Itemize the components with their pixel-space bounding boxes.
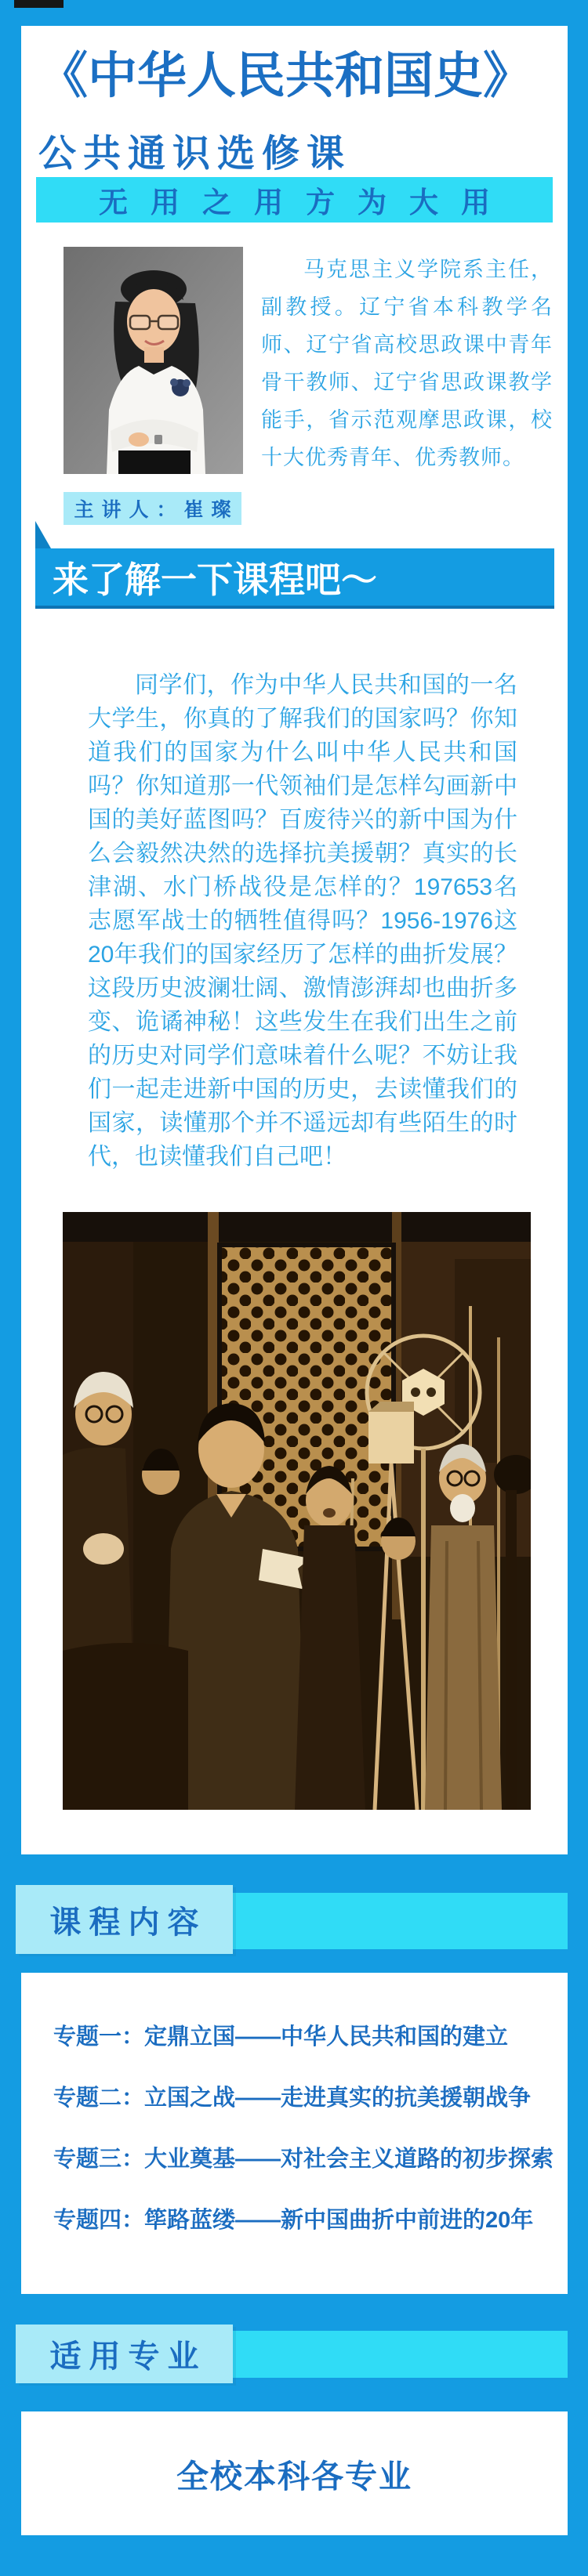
content-header-bar — [233, 1893, 568, 1949]
course-subtitle: 公共通识选修课 — [38, 133, 352, 175]
instructor-bio: 马克思主义学院系主任，副教授。辽宁省本科教学名师、辽宁省高校思政课中青年骨干教师、辽宁省思政课教学能手，省示范观摩思政课，校十大优秀青年、优秀教师。 — [261, 258, 553, 469]
intro-banner-ribbon — [35, 548, 554, 609]
majors-value: 全校本科各专业 — [176, 2458, 412, 2495]
speaker-label: 主讲人：崔璨 — [74, 499, 239, 521]
topic-list — [21, 1973, 568, 2235]
topic-item-4: 专题四：筚路蓝缕——新中国曲折中前进的20年 — [53, 2208, 534, 2233]
instructor-photo — [64, 247, 243, 474]
content-section-header — [16, 1885, 568, 1954]
topic-item-2: 专题二：立国之战——走进真实的抗美援朝战争 — [53, 2086, 532, 2111]
intro-paragraph: 同学们，作为中华人民共和国的一名大学生，你真的了解我们的国家吗？你知道我们的国家为什么叫中华人民共和国吗？你知道那一代领袖们是怎样勾画新中国的美好蓝图吗？百废待兴的新中国为什么会毅然决然的选择抗美援朝？真实的长津湖、水门桥战役是怎样的？197653名志愿军战士的牺牲值得吗？1956-1976这20年我们的国家经历了怎样的曲折发展？这段历史波澜壮阔、激情澎湃却也曲折多变、诡谲神秘！这些发生在我们出生之前的历史对同学们意味着什么呢？不妨让我们一起走进新中国的历史，去读懂我们的国家，读懂那个并不遥远却有些陌生的时代，也读懂我们自己吧！ — [88, 672, 517, 1170]
course-title: 《中华人民共和国史》 — [38, 49, 532, 103]
speaker-badge — [64, 492, 241, 525]
topic-item-1: 专题一：定鼎立国——中华人民共和国的建立 — [53, 2024, 509, 2050]
majors-card — [21, 2411, 568, 2535]
content-header-box — [16, 1885, 233, 1954]
majors-header-box — [16, 2325, 233, 2383]
topic-item-3: 专题三：大业奠基——对社会主义道路的初步探索 — [53, 2147, 554, 2172]
motto-banner — [36, 177, 553, 223]
motto-text: 无用之用方为大用 — [99, 186, 513, 219]
topics-card — [21, 1973, 568, 2294]
majors-section-header — [16, 2325, 568, 2383]
majors-header-bar — [233, 2331, 568, 2378]
content-heading: 课程内容 — [49, 1905, 207, 1940]
intro-card — [21, 26, 568, 1854]
top-notch-decoration — [14, 0, 64, 8]
majors-heading: 适用专业 — [49, 2339, 207, 2374]
intro-banner-text: 来了解一下课程吧～ — [53, 559, 377, 600]
founding-ceremony-photo — [63, 1212, 531, 1810]
